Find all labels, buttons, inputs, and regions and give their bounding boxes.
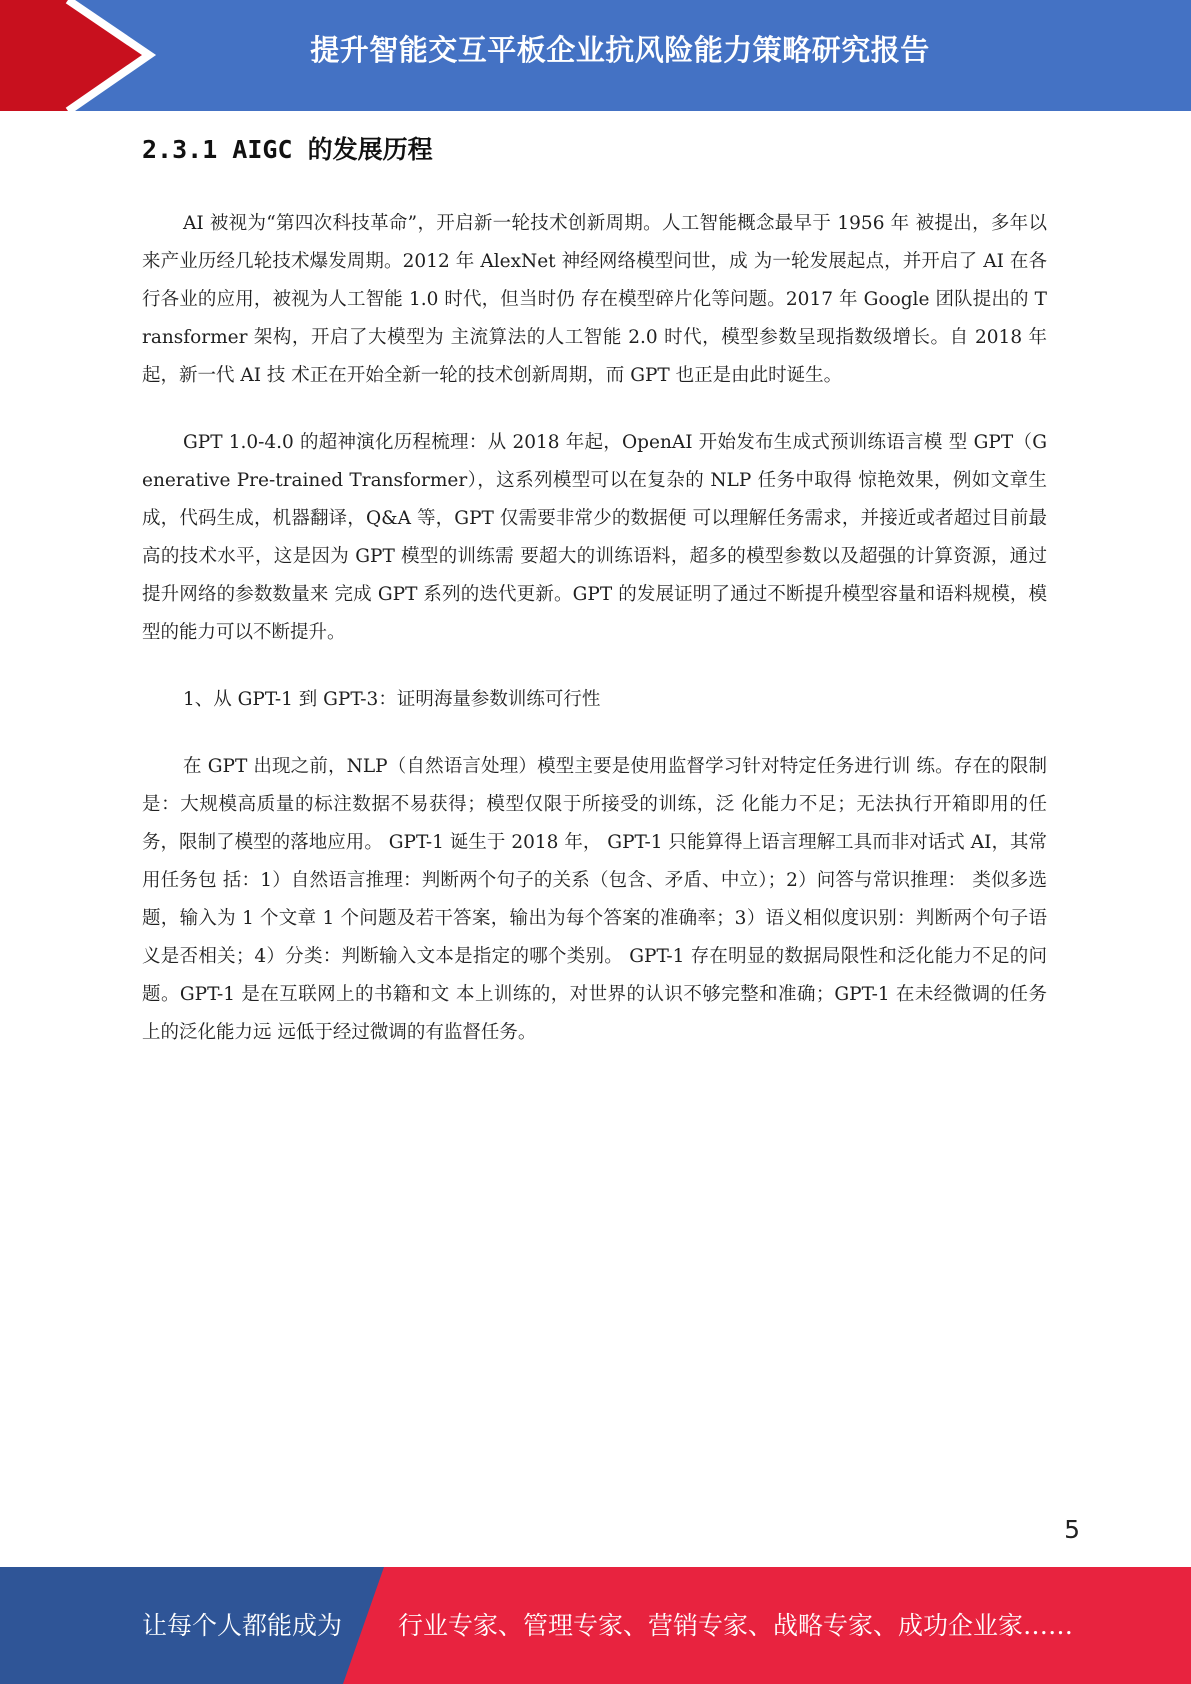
report-title: 提升智能交互平板企业抗风险能力策略研究报告: [310, 33, 930, 67]
subheading-gpt1-to-gpt3: 1、从 GPT-1 到 GPT-3：证明海量参数训练可行性: [183, 689, 601, 710]
page-footer: [0, 1567, 1191, 1684]
footer-slogan-left: 让每个人都能成为: [142, 1611, 343, 1640]
paragraph-before-gpt: 在 GPT 出现之前，NLP（自然语言处理）模型主要是使用监督学习针对特定任务进行训 练。存在的限制是：大规模高质量的标注数据不易获得；模型仅限于所接受的训练，泛 化能力不足；无法执行开箱即用的任务，限制了模型的落地应用。 GPT-1 诞生于 2018 年， GPT-1 只能算得上语言理解工具而非对话式 AI，其常用任务包 括：1）自然语言推理：判断两个句子的关系（包含、矛盾、中立）；2）问答与常识推理： 类似多选题，输入为 1 个文章 1 个问题及若干答案，输出为每个答案的准确率；3）语义相似度识别：判断两个句子语义是否相关；4）分类：判断输入文本是指定的哪个类别。 GPT-1 存在明显的数据局限性和泛化能力不足的问题。GPT-1 是在互联网上的书籍和文 本上训练的，对世界的认识不够完整和准确；GPT-1 在未经微调的任务上的泛化能力远 远低于经过微调的有监督任务。: [142, 756, 1047, 1043]
section-heading: 2.3.1 AIGC 的发展历程: [142, 135, 433, 164]
page-header: [0, 0, 1191, 111]
paragraph-gpt-evolution: GPT 1.0-4.0 的超神演化历程梳理：从 2018 年起，OpenAI 开始发布生成式预训练语言模 型 GPT（Generative Pre-trained Transformer），这系列模型可以在复杂的 NLP 任务中取得 惊艳效果，例如文章生成，代码生成，机器翻译，Q&A 等，GPT 仅需要非常少的数据便 可以理解任务需求，并接近或者超过目前最高的技术水平，这是因为 GPT 模型的训练需 要超大的训练语料，超多的模型参数以及超强的计算资源，通过提升网络的参数数量来 完成 GPT 系列的迭代更新。GPT 的发展证明了通过不断提升模型容量和语料规模，模 型的能力可以不断提升。: [142, 432, 1047, 643]
chevron-red-shape: [0, 0, 149, 111]
paragraph-ai-history: AI 被视为“第四次科技革命”，开启新一轮技术创新周期。人工智能概念最早于 1956 年 被提出，多年以来产业历经几轮技术爆发周期。2012 年 AlexNet 神经网络模型问世，成 为一轮发展起点，并开启了 AI 在各行各业的应用，被视为人工智能 1.0 时代，但当时仍 存在模型碎片化等问题。2017 年 Google 团队提出的 Transformer 架构，开启了大模型为 主流算法的人工智能 2.0 时代，模型参数呈现指数级增长。自 2018 年起，新一代 AI 技 术正在开始全新一轮的技术创新周期，而 GPT 也正是由此时诞生。: [142, 213, 1047, 386]
footer-slogan-right: 行业专家、管理专家、营销专家、战略专家、成功企业家……: [398, 1611, 1074, 1640]
page-number: 5: [1064, 1515, 1080, 1544]
header-chevron-decoration: [0, 0, 160, 111]
body-text: [142, 205, 1047, 1081]
